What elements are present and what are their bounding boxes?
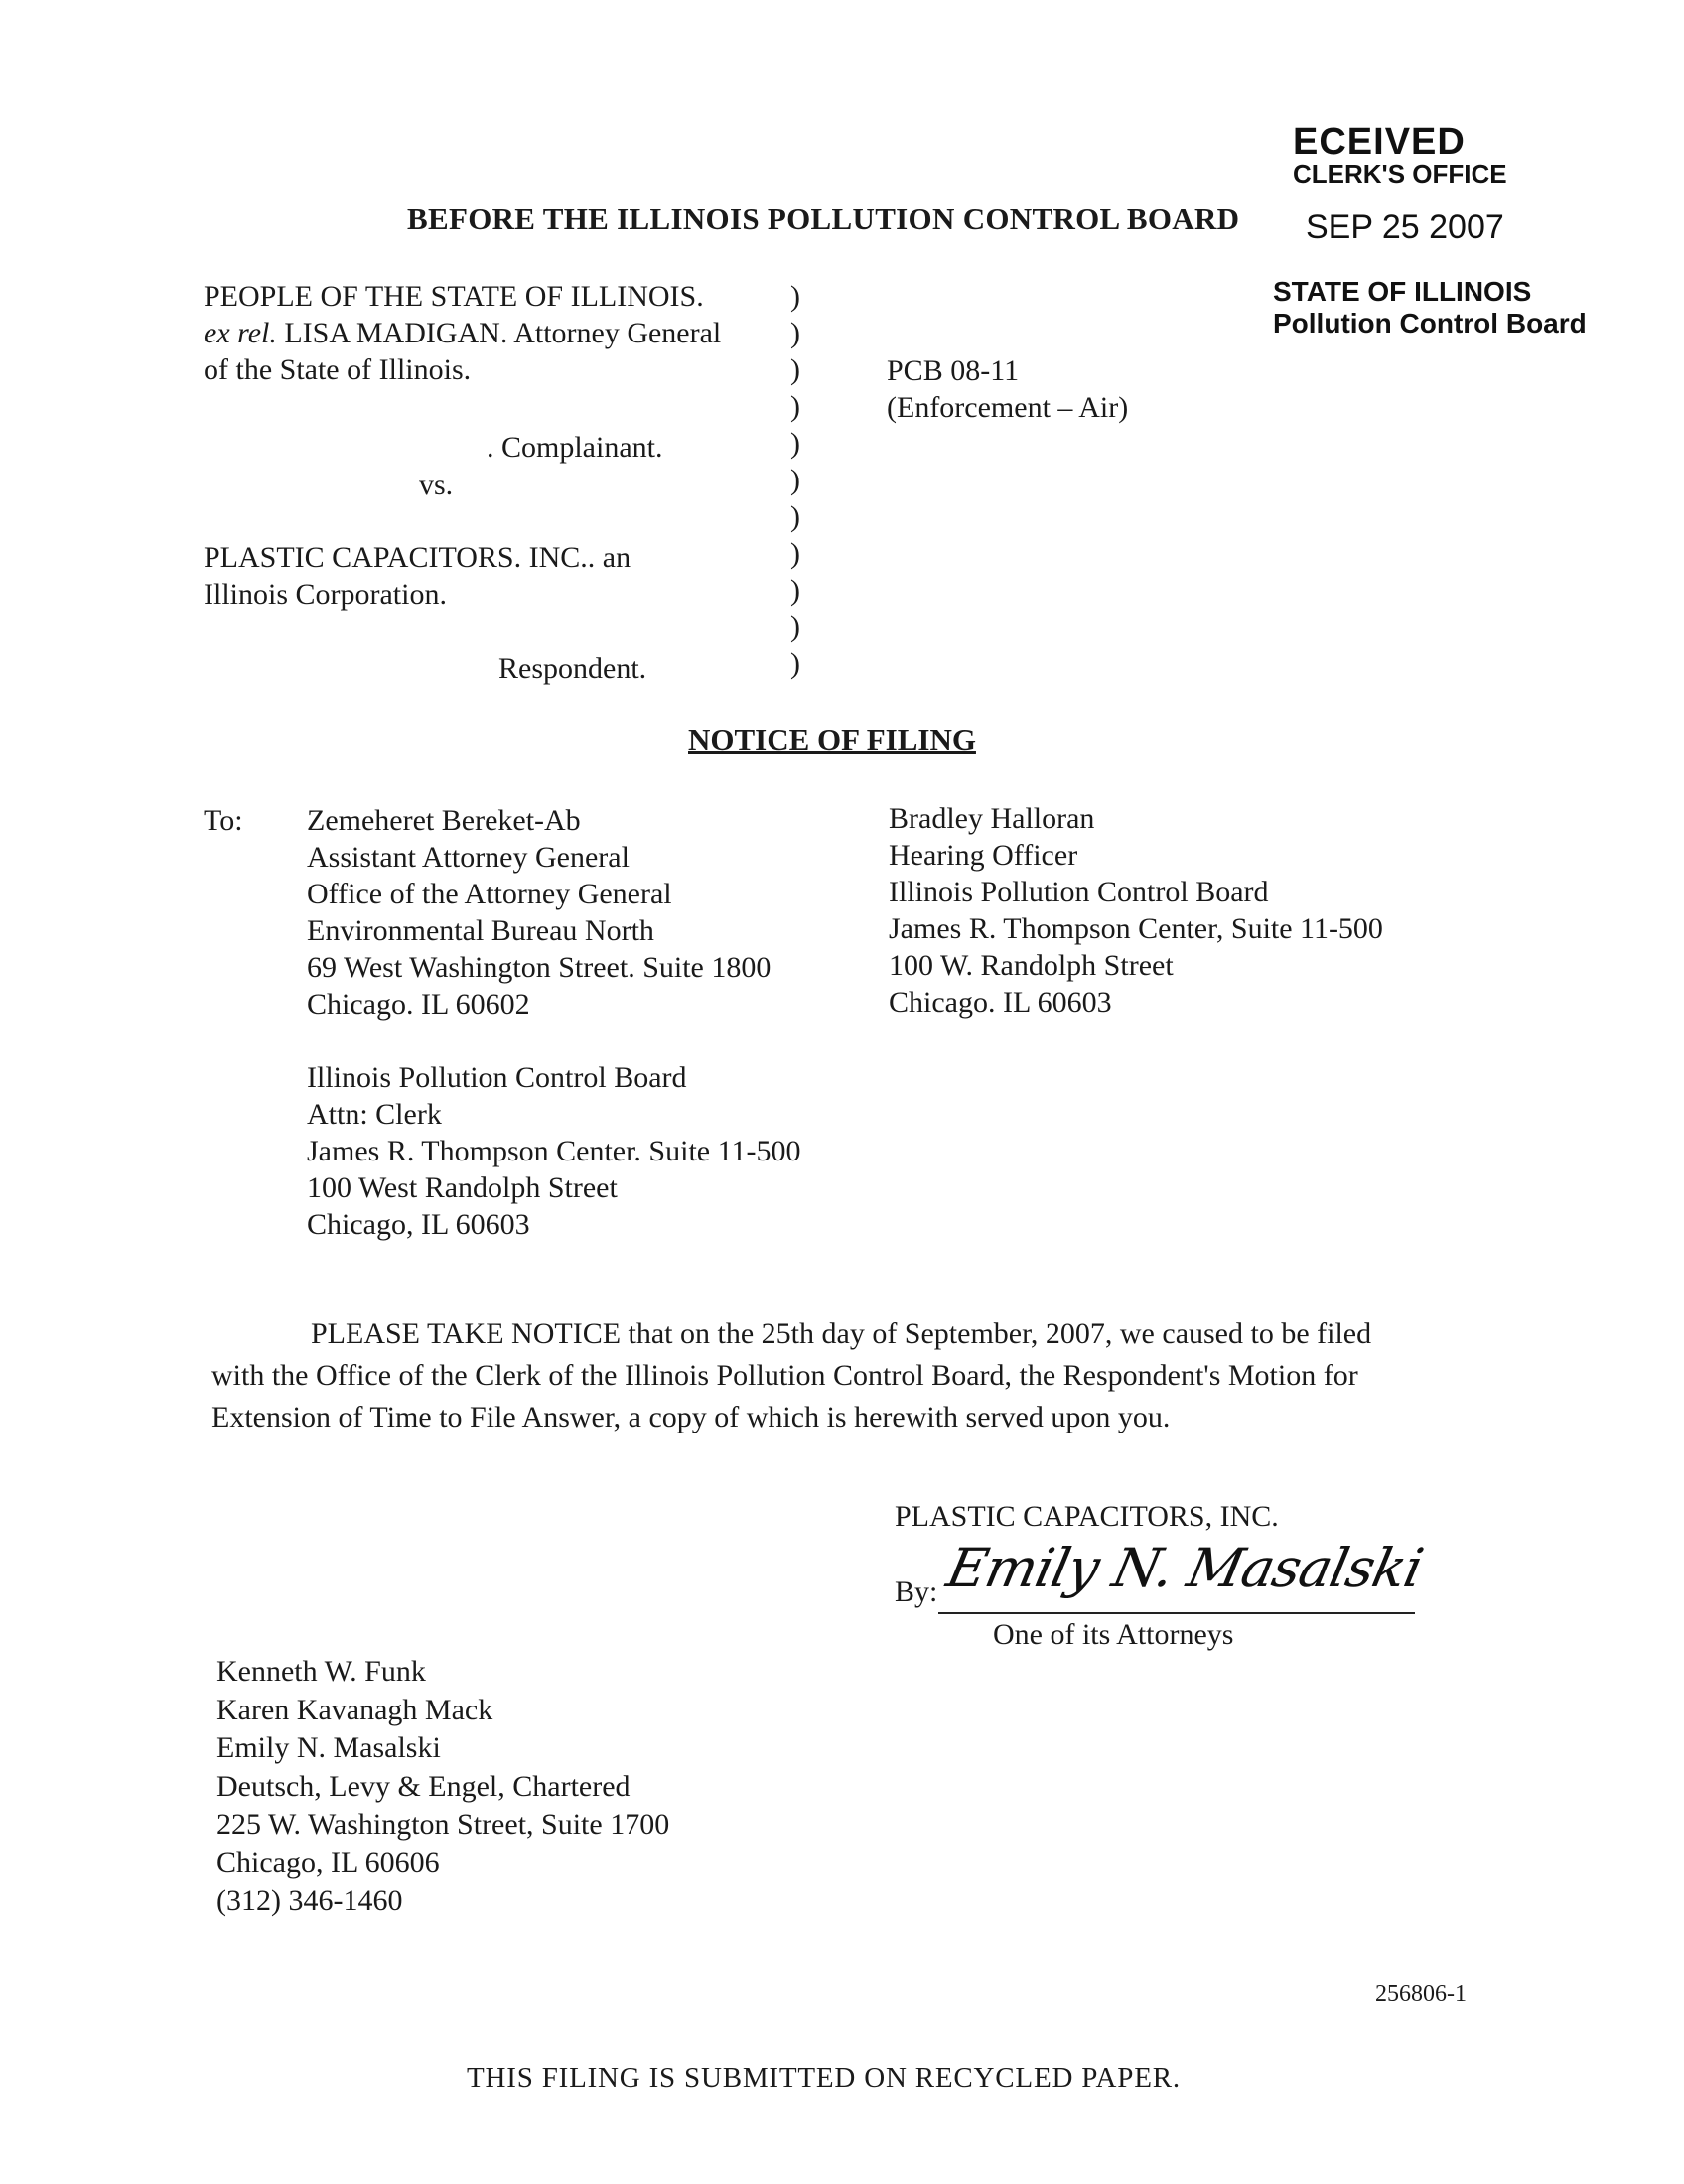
- respondent-line-1: PLASTIC CAPACITORS. INC.. an: [204, 541, 632, 574]
- recipient-line: 100 W. Randolph Street: [889, 949, 1174, 982]
- recipient-line: Chicago, IL 60603: [307, 1208, 530, 1241]
- attorney-line: 225 W. Washington Street, Suite 1700: [216, 1808, 670, 1841]
- paren: ): [790, 537, 800, 570]
- court-title: BEFORE THE ILLINOIS POLLUTION CONTROL BOARD: [407, 202, 1240, 236]
- document-number: 256806-1: [1375, 1981, 1467, 2007]
- stamp-board: Pollution Control Board: [1273, 308, 1587, 339]
- attorney-line: Chicago, IL 60606: [216, 1845, 440, 1879]
- notice-heading: NOTICE OF FILING: [688, 722, 976, 756]
- recipient-line: Chicago. IL 60603: [889, 986, 1112, 1019]
- recipient-line: 100 West Randolph Street: [307, 1171, 618, 1204]
- respondent-line-2: Illinois Corporation.: [204, 578, 447, 611]
- attorney-line: Emily N. Masalski: [216, 1731, 441, 1764]
- ex-rel-italic: ex rel.: [204, 317, 277, 349]
- notice-body: [211, 1313, 1371, 1438]
- paren: ): [790, 464, 800, 496]
- notice-body-line: Extension of Time to File Answer, a copy of which is herewith served upon you.: [211, 1401, 1171, 1433]
- attorney-block: [216, 1653, 669, 1921]
- caption-parentheses: [790, 278, 800, 682]
- signature-by-label: By:: [895, 1575, 938, 1608]
- notice-body-line: PLEASE TAKE NOTICE that on the 25th day of September, 2007, we caused to be filed: [311, 1317, 1372, 1350]
- complainant-line-1: PEOPLE OF THE STATE OF ILLINOIS.: [204, 280, 704, 313]
- recipient-first: [307, 802, 771, 1023]
- recycled-paper-footer: THIS FILING IS SUBMITTED ON RECYCLED PAPER.: [467, 2062, 1181, 2094]
- paren: ): [790, 647, 800, 680]
- case-type: (Enforcement – Air): [887, 391, 1129, 424]
- complainant-label: . Complainant.: [487, 431, 663, 464]
- recipient-line: Office of the Attorney General: [307, 878, 672, 910]
- notice-body-line: with the Office of the Clerk of the Illinois Pollution Control Board, the Respondent's Motion for: [211, 1359, 1358, 1392]
- recipient-line: James R. Thompson Center, Suite 11-500: [889, 912, 1383, 945]
- complainant-block: [204, 278, 721, 388]
- paren: ): [790, 574, 800, 607]
- signature-line: [938, 1612, 1415, 1614]
- stamp-received: ECEIVED: [1293, 121, 1466, 163]
- paren: ): [790, 353, 800, 386]
- recipient-line: James R. Thompson Center. Suite 11-500: [307, 1135, 801, 1167]
- paren: ): [790, 280, 800, 313]
- signature-company: PLASTIC CAPACITORS, INC.: [895, 1500, 1279, 1533]
- recipient-line: Attn: Clerk: [307, 1098, 442, 1131]
- versus-label: vs.: [419, 469, 454, 501]
- case-number: PCB 08-11: [887, 354, 1020, 387]
- recipient-second: [889, 800, 1383, 1021]
- stamp-clerks-office: CLERK'S OFFICE: [1293, 159, 1507, 189]
- paren: ): [790, 427, 800, 460]
- to-label: To:: [204, 804, 243, 837]
- handwritten-signature: Emily N. Masalski: [941, 1537, 1429, 1599]
- recipient-line: Illinois Pollution Control Board: [889, 876, 1269, 908]
- respondent-label: Respondent.: [498, 652, 647, 685]
- paren: ): [790, 611, 800, 643]
- recipient-line: Illinois Pollution Control Board: [307, 1061, 687, 1094]
- complainant-line-3: of the State of Illinois.: [204, 353, 472, 386]
- signature-role: One of its Attorneys: [993, 1618, 1234, 1651]
- recipient-line: Assistant Attorney General: [307, 841, 630, 874]
- recipient-line: Environmental Bureau North: [307, 914, 654, 947]
- recipient-line: Zemeheret Bereket-Ab: [307, 804, 581, 837]
- attorney-line: (312) 346-1460: [216, 1884, 403, 1917]
- recipient-line: 69 West Washington Street. Suite 1800: [307, 951, 772, 984]
- stamp-date: SEP 25 2007: [1306, 208, 1504, 246]
- recipient-line: Bradley Halloran: [889, 802, 1095, 835]
- recipient-line: Chicago. IL 60602: [307, 988, 530, 1021]
- attorney-line: Kenneth W. Funk: [216, 1655, 426, 1688]
- recipient-line: Hearing Officer: [889, 839, 1078, 872]
- recipient-third: [307, 1059, 800, 1243]
- paren: ): [790, 317, 800, 349]
- attorney-line: Deutsch, Levy & Engel, Chartered: [216, 1769, 631, 1803]
- paren: ): [790, 500, 800, 533]
- stamp-state: STATE OF ILLINOIS: [1273, 276, 1532, 307]
- attorney-line: Karen Kavanagh Mack: [216, 1693, 493, 1726]
- paren: ): [790, 390, 800, 423]
- respondent-block: [204, 539, 631, 613]
- complainant-line-2: ex rel. LISA MADIGAN. Attorney General: [204, 317, 722, 349]
